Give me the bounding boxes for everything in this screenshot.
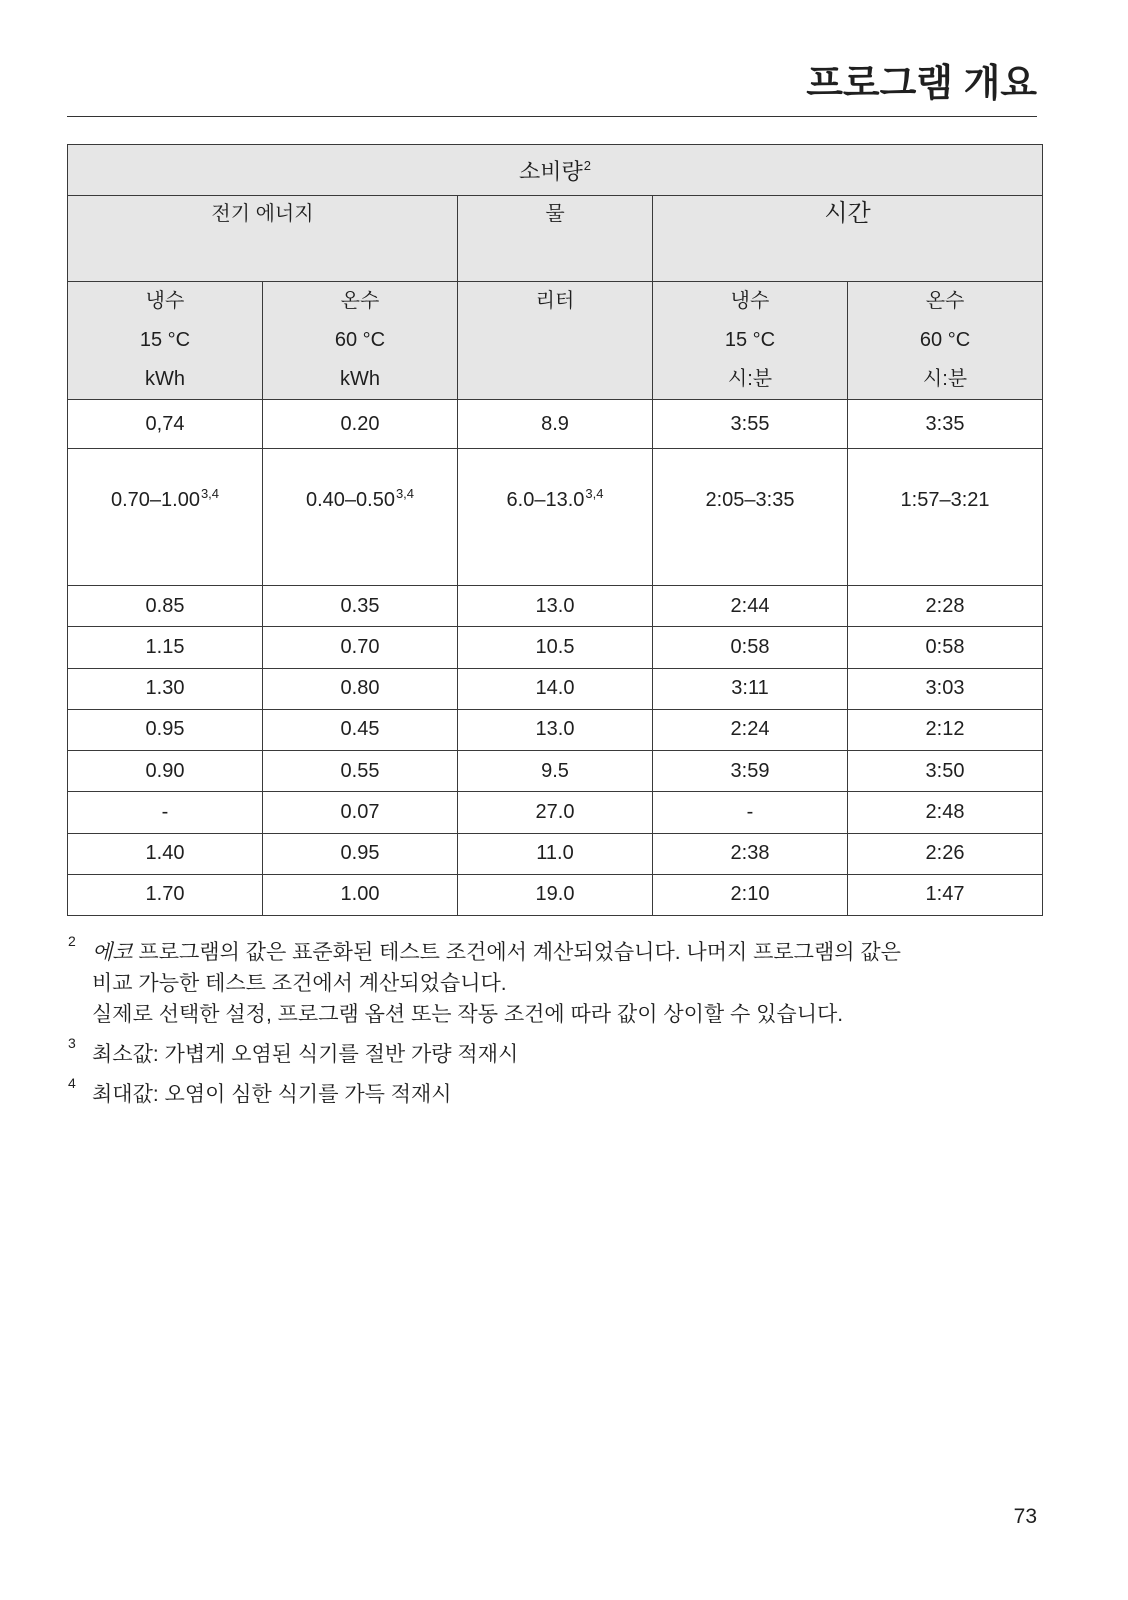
footnote-line (92, 937, 1042, 968)
table-cell: 0.95 (263, 833, 458, 874)
table-cell: 1.30 (68, 668, 263, 709)
table-row (68, 449, 1043, 586)
consumption-table (67, 144, 1043, 916)
table-cell: - (68, 792, 263, 833)
footnote-ref: 2 (583, 158, 592, 174)
table-cell: 2:28 (848, 586, 1043, 627)
table-unit-header-row (68, 282, 1043, 400)
unit-label: kWh (145, 368, 185, 390)
table-cell (68, 449, 263, 586)
footnote-ref: 3,4 (200, 486, 220, 502)
footnotes (67, 933, 1042, 1110)
table-row (68, 709, 1043, 750)
table-group-header-row (68, 145, 1043, 196)
title-divider (67, 116, 1037, 117)
cell-value: 6.0–13.0 (506, 489, 585, 511)
unit-type: 리터 (535, 290, 575, 312)
unit-label: 시:분 (727, 368, 773, 390)
time-header: 시간 (653, 196, 1043, 282)
table-cell: 0:58 (848, 627, 1043, 668)
table-cell: 1.00 (263, 874, 458, 915)
footnote (67, 1035, 1042, 1070)
table-cell: 1:57–3:21 (848, 449, 1043, 586)
table-cell: 0.90 (68, 751, 263, 792)
unit-header-cell (848, 282, 1043, 400)
table-cell (458, 449, 653, 586)
table-cell: 0.95 (68, 709, 263, 750)
unit-header-cell (653, 282, 848, 400)
unit-temperature: 60 °C (334, 329, 386, 351)
table-cell (263, 449, 458, 586)
footnote-ref: 3,4 (395, 486, 415, 502)
table-cell: 0.20 (263, 400, 458, 449)
table-cell: 1.40 (68, 833, 263, 874)
table-cell: 0,74 (68, 400, 263, 449)
table-row (68, 792, 1043, 833)
table-cell: 1.15 (68, 627, 263, 668)
unit-type: 온수 (340, 290, 380, 312)
unit-type: 냉수 (145, 290, 185, 312)
table-cell: 3:59 (653, 751, 848, 792)
table-cell: 0.85 (68, 586, 263, 627)
cell-value: 0.40–0.50 (305, 489, 395, 511)
table-cell: 0.70 (263, 627, 458, 668)
table-cell: 8.9 (458, 400, 653, 449)
page-title: 프로그램 개요 (806, 63, 1037, 105)
table-category-header-row (68, 196, 1043, 282)
table-cell: 27.0 (458, 792, 653, 833)
table-cell: 2:44 (653, 586, 848, 627)
water-header: 물 (458, 196, 653, 282)
unit-type: 온수 (925, 290, 965, 312)
table-cell: - (653, 792, 848, 833)
table-cell: 2:05–3:35 (653, 449, 848, 586)
table-cell: 13.0 (458, 709, 653, 750)
table-cell: 2:24 (653, 709, 848, 750)
table-cell: 1.70 (68, 874, 263, 915)
cell-value: 0.70–1.00 (110, 489, 200, 511)
table-row (68, 668, 1043, 709)
footnote-ref: 3,4 (585, 486, 604, 502)
table-row (68, 751, 1043, 792)
table-cell: 2:10 (653, 874, 848, 915)
table-cell: 3:55 (653, 400, 848, 449)
table-cell: 13.0 (458, 586, 653, 627)
footnote (67, 1075, 1042, 1110)
consumption-header-label: 소비량 (519, 158, 583, 184)
table-cell: 2:12 (848, 709, 1043, 750)
table-row (68, 586, 1043, 627)
table-row (68, 627, 1043, 668)
footnote (67, 933, 1042, 1030)
table-cell: 0.35 (263, 586, 458, 627)
footnote-mark: 4 (68, 1075, 76, 1091)
table-cell: 10.5 (458, 627, 653, 668)
table-cell: 3:50 (848, 751, 1043, 792)
table-cell: 11.0 (458, 833, 653, 874)
unit-temperature: 15 °C (724, 329, 776, 351)
unit-header-cell (458, 282, 653, 400)
footnote-line: 비교 가능한 테스트 조건에서 계산되었습니다. (92, 972, 507, 995)
footnote-mark: 2 (68, 933, 76, 949)
table-cell: 0.45 (263, 709, 458, 750)
footnote-mark: 3 (68, 1035, 76, 1051)
unit-header-cell (68, 282, 263, 400)
unit-temperature: 15 °C (139, 329, 191, 351)
table-cell: 3:35 (848, 400, 1043, 449)
footnote-text: 프로그램의 값은 표준화된 테스트 조건에서 계산되었습니다. 나머지 프로그램의 값은 (138, 941, 901, 964)
table-cell: 2:38 (653, 833, 848, 874)
table-cell: 0.80 (263, 668, 458, 709)
table-cell: 9.5 (458, 751, 653, 792)
energy-header: 전기 에너지 (68, 196, 458, 282)
table-row (68, 874, 1043, 915)
page-number: 73 (1013, 1505, 1037, 1528)
footnote-line: 최소값: 가볍게 오염된 식기를 절반 가량 적재시 (92, 1043, 519, 1066)
footnote-line: 최대값: 오염이 심한 식기를 가득 적재시 (92, 1083, 452, 1106)
unit-header-cell (263, 282, 458, 400)
table-row (68, 400, 1043, 449)
table-cell: 19.0 (458, 874, 653, 915)
unit-temperature: 60 °C (919, 329, 971, 351)
table-cell: 3:03 (848, 668, 1043, 709)
table-cell: 0:58 (653, 627, 848, 668)
unit-type: 냉수 (730, 290, 770, 312)
table-cell: 1:47 (848, 874, 1043, 915)
table-cell: 2:48 (848, 792, 1043, 833)
table-cell: 3:11 (653, 668, 848, 709)
footnote-line: 실제로 선택한 설정, 프로그램 옵션 또는 작동 조건에 따라 값이 상이할 수 있습니다. (92, 1003, 844, 1026)
consumption-header (68, 145, 1043, 196)
table-cell: 0.55 (263, 751, 458, 792)
table-row (68, 833, 1043, 874)
footnote-emphasis: 에코 (92, 941, 133, 964)
unit-label: kWh (340, 368, 380, 390)
table-cell: 0.07 (263, 792, 458, 833)
unit-label: 시:분 (922, 368, 968, 390)
table-cell: 2:26 (848, 833, 1043, 874)
table-cell: 14.0 (458, 668, 653, 709)
